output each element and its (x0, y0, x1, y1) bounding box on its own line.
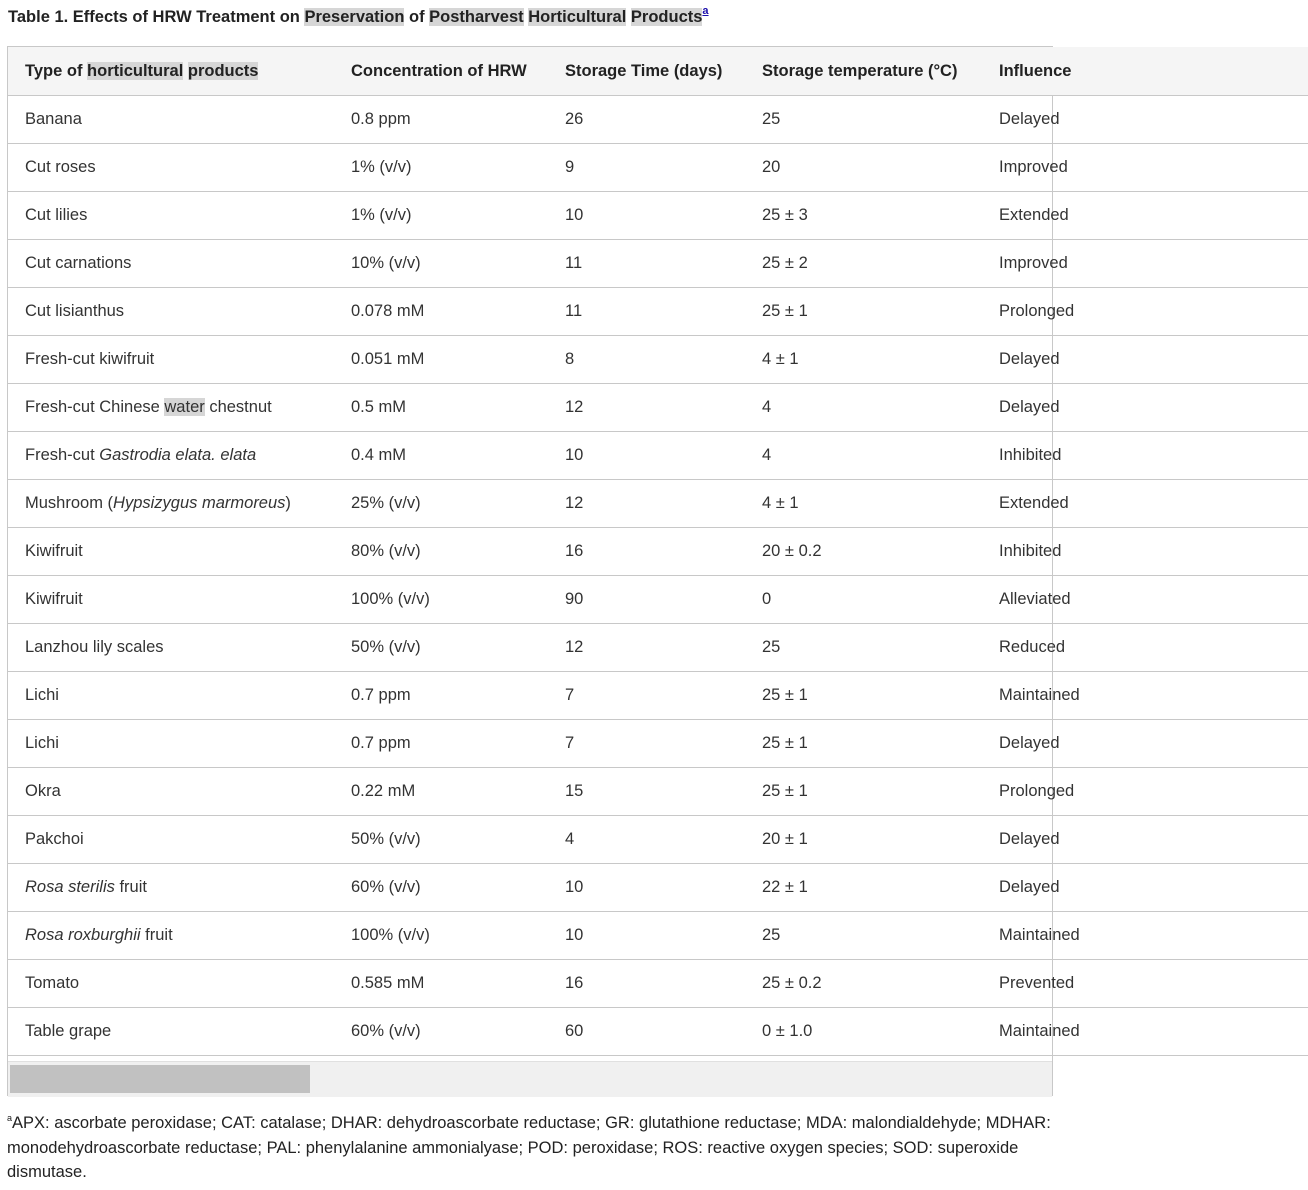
cell-concentration: 60% (v/v) (334, 1008, 548, 1056)
table-row (8, 912, 1308, 960)
cell-storage-time: 4 (548, 816, 745, 864)
cell-influence: Extended (982, 192, 1308, 240)
table-row (8, 336, 1308, 384)
table-row (8, 768, 1308, 816)
caption-prefix: Table 1. Effects of HRW Treatment on (8, 8, 305, 26)
cell-storage-time: 60 (548, 1008, 745, 1056)
cell-product-type (8, 384, 334, 432)
cell-concentration: 0.7 ppm (334, 672, 548, 720)
product-type-italic: Rosa sterilis (25, 878, 115, 896)
cell-concentration: 0.078 mM (334, 288, 548, 336)
cell-storage-temperature: 25 ± 1 (745, 720, 982, 768)
product-type-italic: Hypsizygus marmoreus (113, 494, 286, 512)
cell-storage-temperature: 4 (745, 432, 982, 480)
caption-word-postharvest: Postharvest (429, 8, 524, 26)
product-type-highlight: water (164, 398, 205, 416)
cell-influence: Maintained (982, 1008, 1308, 1056)
product-type-text: fruit (140, 926, 173, 944)
cell-concentration: 0.4 mM (334, 432, 548, 480)
cell-product-type (8, 960, 334, 1008)
table-row (8, 480, 1308, 528)
cell-product-type (8, 864, 334, 912)
cell-concentration: 0.8 ppm (334, 96, 548, 144)
cell-influence: Delayed (982, 816, 1308, 864)
cell-influence: Improved (982, 144, 1308, 192)
header-type-prefix: Type of (25, 61, 88, 80)
cell-storage-time: 10 (548, 192, 745, 240)
product-type-text: Pakchoi (25, 830, 84, 848)
cell-product-type (8, 912, 334, 960)
cell-storage-time: 12 (548, 480, 745, 528)
cell-concentration: 10% (v/v) (334, 240, 548, 288)
caption-word-preservation: Preservation (304, 8, 405, 26)
cell-influence: Prolonged (982, 768, 1308, 816)
caption-word-horticultural: Horticultural (528, 8, 627, 26)
table-row (8, 720, 1308, 768)
cell-product-type (8, 192, 334, 240)
cell-influence: Delayed (982, 336, 1308, 384)
product-type-text: Lichi (25, 686, 59, 704)
table-header-row (8, 47, 1308, 96)
table-scroll-viewport[interactable] (8, 47, 1080, 1061)
cell-product-type (8, 480, 334, 528)
cell-product-type (8, 672, 334, 720)
cell-influence: Maintained (982, 912, 1308, 960)
product-type-text: fruit (114, 878, 147, 896)
cell-concentration: 60% (v/v) (334, 864, 548, 912)
horizontal-scrollbar[interactable] (8, 1061, 1052, 1097)
cell-product-type (8, 768, 334, 816)
product-type-text: Lichi (25, 734, 59, 752)
table-container (7, 46, 1080, 1096)
header-storage-temperature: Storage temperature (°C) (745, 47, 982, 96)
cell-product-type (8, 96, 334, 144)
product-type-text: Cut lisianthus (25, 302, 125, 320)
caption-word-products: Products (630, 8, 703, 26)
cell-storage-temperature: 25 ± 3 (745, 192, 982, 240)
product-type-text: chestnut (204, 398, 272, 416)
cell-storage-temperature: 25 ± 0.2 (745, 960, 982, 1008)
cell-influence: Delayed (982, 720, 1308, 768)
table-row (8, 576, 1308, 624)
cell-product-type (8, 1008, 334, 1056)
cell-storage-temperature: 22 ± 1 (745, 864, 982, 912)
cell-product-type (8, 624, 334, 672)
cell-product-type (8, 576, 334, 624)
cell-product-type (8, 432, 334, 480)
cell-concentration: 25% (v/v) (334, 480, 548, 528)
cell-concentration: 50% (v/v) (334, 624, 548, 672)
cell-concentration: 100% (v/v) (334, 912, 548, 960)
table-row (8, 288, 1308, 336)
cell-storage-time: 11 (548, 240, 745, 288)
table-row (8, 432, 1308, 480)
cell-storage-time: 12 (548, 384, 745, 432)
footnote-text: APX: ascorbate peroxidase; CAT: catalase; DHAR: dehydroascorbate reductase; GR: glutathione reductase; MDA: malondialdehyde; MDHAR: monodehydroascorbate reductase; PAL: phenylalanine ammonialyase; POD: peroxidase; ROS: reactive oxygen species; SOD: superoxide dismutase. (7, 1114, 1051, 1181)
cell-storage-temperature: 4 ± 1 (745, 336, 982, 384)
product-type-text: Okra (25, 782, 61, 800)
cell-storage-time: 10 (548, 912, 745, 960)
header-influence: Influence (982, 47, 1308, 96)
table-row (8, 816, 1308, 864)
caption-footnote-marker (702, 5, 708, 17)
product-type-italic: Gastrodia elata. elata (99, 446, 257, 464)
product-type-text: Lanzhou lily scales (25, 638, 164, 656)
cell-concentration: 80% (v/v) (334, 528, 548, 576)
cell-concentration: 0.051 mM (334, 336, 548, 384)
product-type-text: Tomato (25, 974, 80, 992)
cell-storage-time: 90 (548, 576, 745, 624)
cell-storage-time: 9 (548, 144, 745, 192)
cell-influence: Improved (982, 240, 1308, 288)
cell-storage-temperature: 25 ± 1 (745, 672, 982, 720)
header-storage-time: Storage Time (days) (548, 47, 745, 96)
cell-storage-temperature: 25 ± 1 (745, 768, 982, 816)
cell-influence: Prevented (982, 960, 1308, 1008)
product-type-text: Cut roses (25, 158, 96, 176)
cell-storage-time: 10 (548, 432, 745, 480)
cell-storage-time: 7 (548, 720, 745, 768)
cell-storage-time: 15 (548, 768, 745, 816)
cell-concentration: 0.7 ppm (334, 720, 548, 768)
table-row (8, 144, 1308, 192)
cell-product-type (8, 240, 334, 288)
cell-storage-temperature: 20 ± 1 (745, 816, 982, 864)
cell-concentration: 50% (v/v) (334, 816, 548, 864)
table-row (8, 864, 1308, 912)
cell-concentration: 0.585 mM (334, 960, 548, 1008)
header-type-hl-horticultural: horticultural (87, 61, 184, 80)
cell-influence: Inhibited (982, 528, 1308, 576)
product-type-text: Kiwifruit (25, 590, 83, 608)
cell-influence: Alleviated (982, 576, 1308, 624)
product-type-text: Kiwifruit (25, 542, 83, 560)
table-row (8, 240, 1308, 288)
scrollbar-thumb[interactable] (10, 1065, 310, 1093)
cell-storage-temperature: 25 (745, 912, 982, 960)
cell-storage-temperature: 25 ± 2 (745, 240, 982, 288)
cell-product-type (8, 816, 334, 864)
product-type-text: Mushroom ( (25, 494, 114, 512)
cell-influence: Inhibited (982, 432, 1308, 480)
cell-concentration: 0.5 mM (334, 384, 548, 432)
cell-storage-time: 26 (548, 96, 745, 144)
table-row (8, 960, 1308, 1008)
cell-influence: Delayed (982, 864, 1308, 912)
header-concentration: Concentration of HRW (334, 47, 548, 96)
cell-storage-time: 7 (548, 672, 745, 720)
cell-product-type (8, 288, 334, 336)
table-row (8, 1008, 1308, 1056)
cell-influence: Extended (982, 480, 1308, 528)
table-body (8, 96, 1308, 1056)
footnote-marker: a (7, 1113, 13, 1123)
product-type-text: Cut carnations (25, 254, 132, 272)
cell-storage-temperature: 25 (745, 96, 982, 144)
cell-concentration: 1% (v/v) (334, 144, 548, 192)
data-table (8, 47, 1308, 1056)
product-type-text: Fresh-cut Chinese (25, 398, 165, 416)
cell-storage-time: 12 (548, 624, 745, 672)
table-row (8, 672, 1308, 720)
cell-product-type (8, 144, 334, 192)
cell-storage-temperature: 4 ± 1 (745, 480, 982, 528)
product-type-italic: Rosa roxburghii (25, 926, 141, 944)
table-row (8, 192, 1308, 240)
cell-storage-temperature: 20 ± 0.2 (745, 528, 982, 576)
product-type-text: ) (285, 494, 291, 512)
cell-concentration: 100% (v/v) (334, 576, 548, 624)
cell-storage-temperature: 20 (745, 144, 982, 192)
product-type-text: Table grape (25, 1022, 112, 1040)
cell-storage-temperature: 25 (745, 624, 982, 672)
table-row (8, 96, 1308, 144)
cell-storage-time: 10 (548, 864, 745, 912)
header-type (8, 47, 334, 96)
cell-concentration: 0.22 mM (334, 768, 548, 816)
caption-of: of (404, 8, 430, 26)
cell-product-type (8, 336, 334, 384)
cell-storage-temperature: 0 ± 1.0 (745, 1008, 982, 1056)
table-row (8, 384, 1308, 432)
cell-storage-temperature: 4 (745, 384, 982, 432)
product-type-text: Fresh-cut kiwifruit (25, 350, 155, 368)
cell-storage-temperature: 25 ± 1 (745, 288, 982, 336)
cell-storage-time: 16 (548, 528, 745, 576)
cell-influence: Prolonged (982, 288, 1308, 336)
table-caption (8, 4, 709, 30)
cell-storage-time: 16 (548, 960, 745, 1008)
cell-influence: Delayed (982, 384, 1308, 432)
table-row (8, 528, 1308, 576)
footnote-link[interactable]: a (702, 5, 709, 17)
cell-storage-temperature: 0 (745, 576, 982, 624)
table-footnote (7, 1111, 1057, 1185)
cell-influence: Reduced (982, 624, 1308, 672)
cell-storage-time: 8 (548, 336, 745, 384)
table-row (8, 624, 1308, 672)
product-type-text: Banana (25, 110, 82, 128)
cell-product-type (8, 528, 334, 576)
product-type-text: Cut lilies (25, 206, 88, 224)
product-type-text: Fresh-cut (25, 446, 100, 464)
cell-product-type (8, 720, 334, 768)
header-type-hl-products: products (187, 61, 259, 80)
cell-influence: Delayed (982, 96, 1308, 144)
cell-concentration: 1% (v/v) (334, 192, 548, 240)
cell-storage-time: 11 (548, 288, 745, 336)
cell-influence: Maintained (982, 672, 1308, 720)
